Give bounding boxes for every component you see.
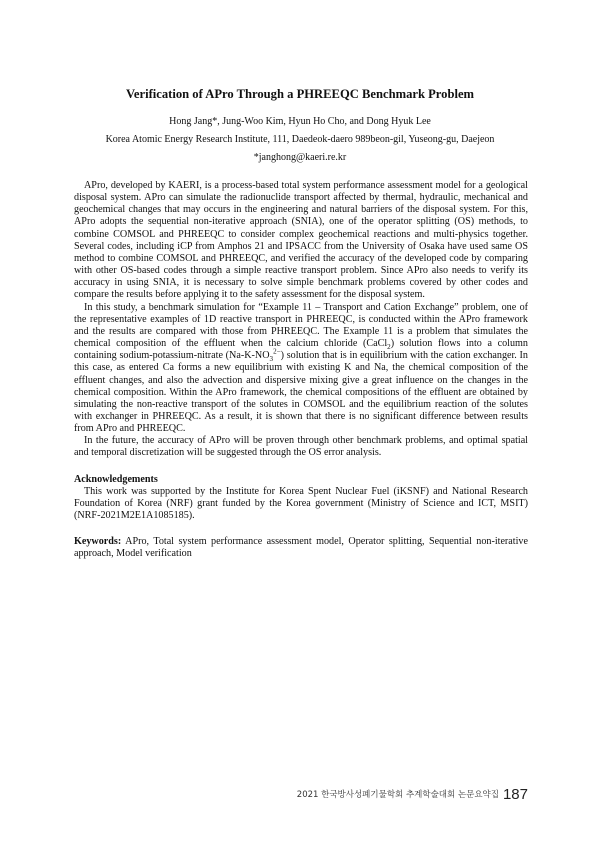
acknowledgements-text: This work was supported by the Institute for Korea Spent Nuclear Fuel (iKSNF) and National Research Foundation of Korea (NRF) grant funded by the Korea government (Ministry of Science and ICT, MSIT) (NRF-2021M2E1A1085185). — [74, 485, 528, 522]
proceedings-title: 2021 한국방사성폐기물학회 추계학술대회 논문요약집 — [296, 790, 499, 800]
page-footer — [297, 786, 528, 803]
paragraph-3: In the future, the accuracy of APro will be proven through other benchmark problems, and optimal spatial and temporal discretization will be suggested through the OS error analysis. — [74, 435, 528, 459]
keywords-text: APro, Total system performance assessment model, Operator splitting, Sequential non-iterative approach, Model verification — [74, 536, 528, 560]
paper-title: Verification of APro Through a PHREEQC Benchmark Problem — [125, 87, 475, 101]
acknowledgements-heading: Acknowledgements — [74, 473, 158, 485]
abstract-body — [74, 180, 528, 561]
paragraph-2: In this study, a benchmark simulation for “Example 11 – Transport and Cation Exchange” problem, one of the representative examples of 1D reactive transport in PHREEQC, is conducted within the APro framework and the results are compared with those from PHREEQC. The Example 11 is a problem that simulates the chemical composition of the effluent when the calcium chloride (CaCl$_2$) solution flows into a column containing sodium-potassium-nitrate $(Na-K-NO_3^{2-})$ solution that is in equilibrium with the cation exchanger. In this case, as entered Ca forms a new equilibrium with existing K and Na, the chemical composition of the effluent changes, and also the advection and dispersive mixing give a great influence on the changes in the chemical composition. Within the APro framework, the chemical compositions of the effluent are obtained by simulating the non-reactive transport of the solutes in COMSOL and the equilibrium reaction of the solutes with exchanger in PHREEQC. As a result, it is shown that there is no significant difference between results from APro and PHREEQC. — [74, 301, 528, 435]
keywords-label: Keywords: — [74, 536, 122, 548]
keywords — [74, 536, 528, 560]
paragraph-1: APro, developed by KAERI, is a process-based total system performance assessment model for a geological disposal system. APro can simulate the radionuclide transport affected by thermal, hydraulic, mechanical and geochemical changes that may occurs in the engineering and natural barriers of the disposal system. For this, APro adopts the sequential non-iterative approach (SNIA), one of the operator splitting (OS) methods, to combine COMSOL and PHREEQC to consider complex geochemical reactions and multi-physics together. Several codes, including iCP from Amphos 21 and IPSACC from the University of Osaka have used same OS method to combine COMSOL and PHREEQC, and verified the accuracy of the developed code by comparing with other OS-based codes through a simple reactive transport problem. Since APro also needs to verify its accuracy in using SNIA, it is necessary to solve simple benchmark problems covered by other codes and compare the results before applying it to the safety assessment for the disposal system. — [74, 180, 528, 301]
corresponding-email: *janghong@kaeri.re.kr — [253, 152, 347, 163]
affiliation: Korea Atomic Energy Research Institute, 111, Daedeok-daero 989beon-gil, Yuseong-gu, Daejeon — [105, 134, 495, 145]
page-number: 187 — [502, 786, 528, 803]
author-list: Hong Jang*, Jung-Woo Kim, Hyun Ho Cho, and Dong Hyuk Lee — [169, 116, 431, 127]
